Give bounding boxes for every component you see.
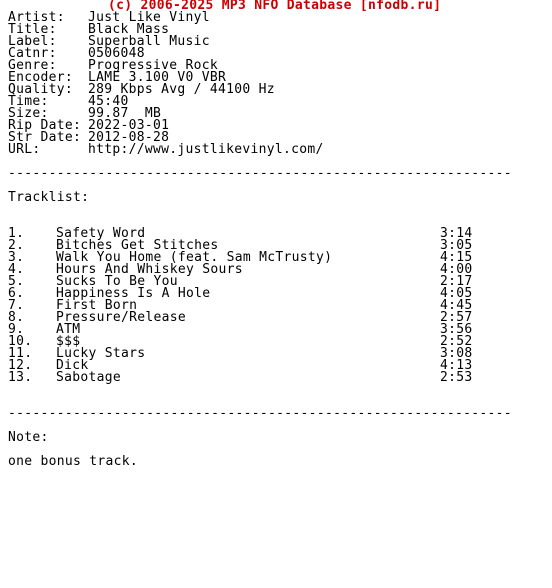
separator-bottom: -------------------------------------------------------------- xyxy=(8,408,512,420)
info-value: 45:40 xyxy=(88,94,129,109)
track-row xyxy=(8,324,512,336)
track-num: 2. xyxy=(8,238,25,253)
track-time: 3:56 xyxy=(440,322,473,337)
info-row xyxy=(8,36,512,48)
info-row xyxy=(8,96,512,108)
track-title: Hours And Whiskey Sours xyxy=(56,262,243,277)
track-title: Dick xyxy=(56,358,89,373)
info-row xyxy=(8,144,512,156)
blank-line xyxy=(8,204,512,216)
blank-line xyxy=(8,396,512,408)
info-label: Size: xyxy=(8,106,49,121)
note-heading: Note: xyxy=(8,430,49,445)
track-time: 3:14 xyxy=(440,226,473,241)
info-value: 99.87 MB xyxy=(88,106,162,121)
info-value: 0506048 xyxy=(88,46,145,61)
track-title: Walk You Home (feat. Sam McTrusty) xyxy=(56,250,333,265)
track-num: 6. xyxy=(8,286,25,301)
track-time: 4:13 xyxy=(440,358,473,373)
track-num: 1. xyxy=(8,226,25,241)
track-row xyxy=(8,372,512,384)
track-num: 5. xyxy=(8,274,25,289)
track-title: Sabotage xyxy=(56,370,122,385)
info-value: LAME 3.100 V0 VBR xyxy=(88,70,227,85)
track-num: 4. xyxy=(8,262,25,277)
info-row xyxy=(8,108,512,120)
track-title: Bitches Get Stitches xyxy=(56,238,219,253)
track-time: 4:00 xyxy=(440,262,473,277)
separator-top: -------------------------------------------------------------- xyxy=(8,168,512,180)
nfo-document xyxy=(8,0,512,468)
track-num: 12. xyxy=(8,358,33,373)
info-label: Time: xyxy=(8,94,49,109)
track-time: 2:57 xyxy=(440,310,473,325)
release-info xyxy=(8,12,512,156)
track-title: Sucks To Be You xyxy=(56,274,178,289)
info-row xyxy=(8,84,512,96)
info-label: Genre: xyxy=(8,58,57,73)
info-label: Label: xyxy=(8,34,57,49)
track-num: 3. xyxy=(8,250,25,265)
track-title: Pressure/Release xyxy=(56,310,187,325)
info-value: 2012-08-28 xyxy=(88,130,170,145)
info-row xyxy=(8,24,512,36)
track-title: First Born xyxy=(56,298,138,313)
info-label: Rip Date: xyxy=(8,118,82,133)
tracklist-heading: Tracklist: xyxy=(8,190,90,205)
track-num: 7. xyxy=(8,298,25,313)
track-num: 10. xyxy=(8,334,33,349)
blank-line xyxy=(8,156,512,168)
track-time: 2:17 xyxy=(440,274,473,289)
track-num: 13. xyxy=(8,370,33,385)
info-value: Superball Music xyxy=(88,34,210,49)
track-time: 3:08 xyxy=(440,346,473,361)
info-label: Catnr: xyxy=(8,46,57,61)
info-label: URL: xyxy=(8,142,41,157)
info-row xyxy=(8,60,512,72)
track-time: 4:15 xyxy=(440,250,473,265)
info-row xyxy=(8,120,512,132)
blank-line xyxy=(8,384,512,396)
info-value: 2022-03-01 xyxy=(88,118,170,133)
track-time: 2:52 xyxy=(440,334,473,349)
track-title: Safety Word xyxy=(56,226,146,241)
info-value: Black Mass xyxy=(88,22,170,37)
track-title: Happiness Is A Hole xyxy=(56,286,211,301)
info-value: 289 Kbps Avg / 44100 Hz xyxy=(88,82,275,97)
track-num: 9. xyxy=(8,322,25,337)
track-num: 11. xyxy=(8,346,33,361)
track-title: ATM xyxy=(56,322,81,337)
info-row xyxy=(8,12,512,24)
note-text: one bonus track. xyxy=(8,454,139,469)
track-title: Lucky Stars xyxy=(56,346,146,361)
blank-line xyxy=(8,420,512,432)
info-label: Title: xyxy=(8,22,57,37)
track-title: $$$ xyxy=(56,334,81,349)
tracklist xyxy=(8,228,512,384)
info-value: Just Like Vinyl xyxy=(88,10,210,25)
info-value: Progressive Rock xyxy=(88,58,219,73)
track-time: 2:53 xyxy=(440,370,473,385)
track-time: 3:05 xyxy=(440,238,473,253)
info-label: Quality: xyxy=(8,82,74,97)
info-row xyxy=(8,48,512,60)
info-label: Str Date: xyxy=(8,130,82,145)
info-value: http://www.justlikevinyl.com/ xyxy=(88,142,324,157)
track-time: 4:45 xyxy=(440,298,473,313)
track-time: 4:05 xyxy=(440,286,473,301)
info-label: Artist: xyxy=(8,10,65,25)
track-num: 8. xyxy=(8,310,25,325)
track-row xyxy=(8,312,512,324)
info-label: Encoder: xyxy=(8,70,74,85)
copyright-banner: (c) 2006-2025 MP3 NFO Database [nfodb.ru] xyxy=(108,0,442,13)
